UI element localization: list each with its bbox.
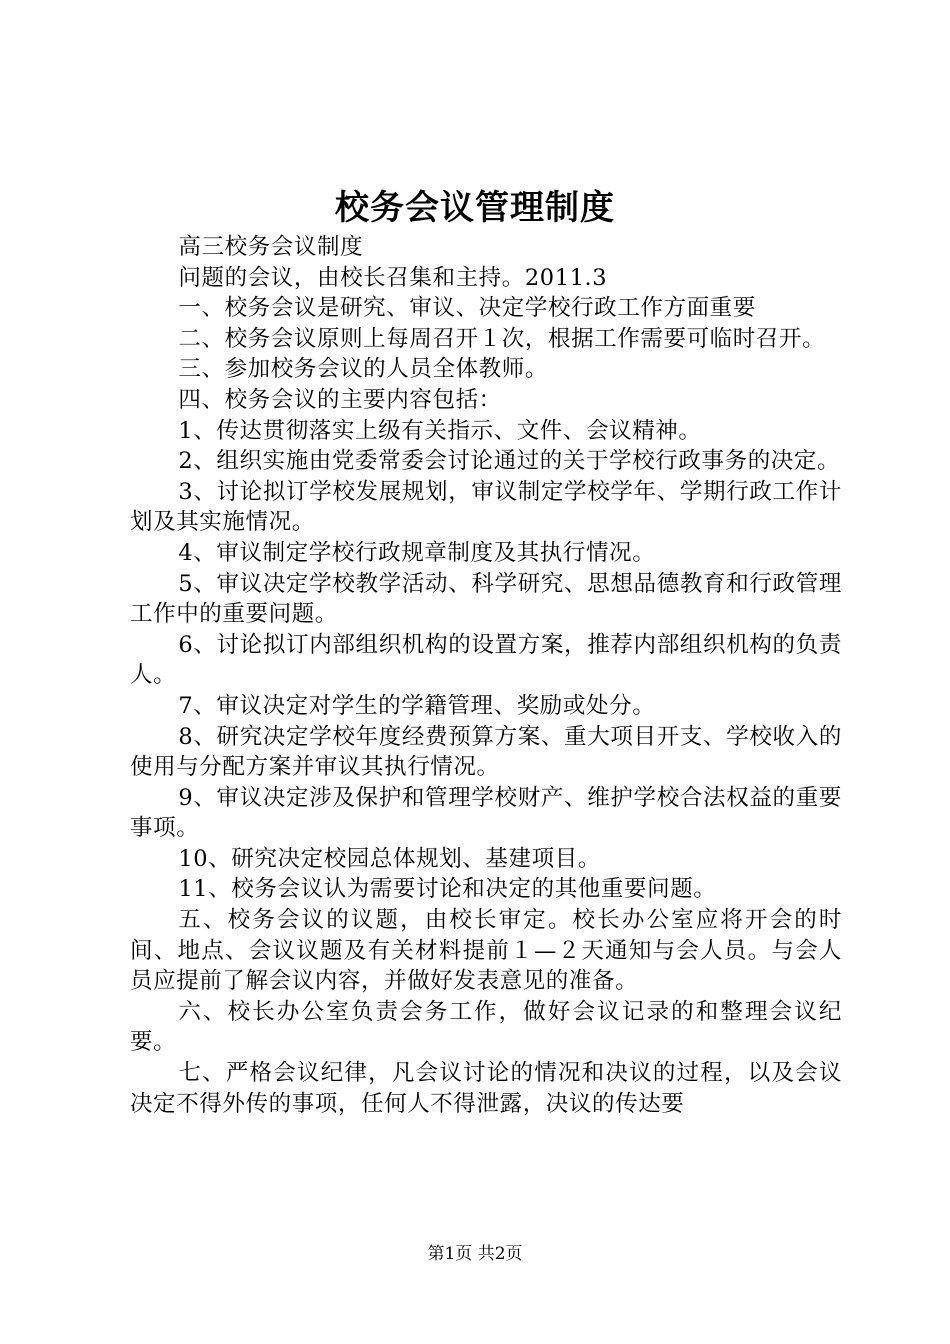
paragraph: 七、严格会议纪律，凡会议讨论的情况和决议的过程，以及会议决定不得外传的事项，任何人不得泄露，决议的传达要 — [130, 1060, 842, 1117]
paragraph: 8、研究决定学校年度经费预算方案、重大项目开支、学校收入的使用与分配方案并审议其执行情况。 — [130, 723, 842, 781]
paragraph: 高三校务会议制度 — [178, 234, 364, 260]
paragraph: 3、讨论拟订学校发展规划，审议制定学校学年、学期行政工作计划及其实施情况。 — [130, 478, 842, 536]
paragraph: 三、参加校务会议的人员全体教师。 — [178, 356, 548, 383]
paragraph: 11、校务会议认为需要讨论和决定的其他重要问题。 — [178, 876, 717, 903]
paragraph: 问题的会议，由校长召集和主持。2011.3 — [178, 264, 608, 291]
document-title: 校务会议管理制度 — [335, 188, 615, 228]
paragraph: 一、校务会议是研究、审议、决定学校行政工作方面重要 — [178, 295, 756, 322]
paragraph: 2、组织实施由党委常委会讨论通过的关于学校行政事务的决定。 — [178, 448, 841, 475]
paragraph: 4、审议制定学校行政规章制度及其执行情况。 — [178, 539, 656, 566]
paragraph: 5、审议决定学校教学活动、科学研究、思想品德教育和行政管理工作中的重要问题。 — [130, 570, 842, 628]
document-body — [130, 232, 842, 1119]
paragraph: 7、审议决定对学生的学籍管理、奖励或处分。 — [178, 692, 656, 719]
paragraph: 四、校务会议的主要内容包括： — [178, 386, 502, 413]
page-number-footer: 第1页 共2页 — [427, 1244, 523, 1264]
paragraph: 10、研究决定校园总体规划、基建项目。 — [178, 845, 601, 872]
paragraph: 二、校务会议原则上每周召开１次，根据工作需要可临时召开。 — [178, 325, 826, 352]
paragraph: 五、校务会议的议题，由校长审定。校长办公室应将开会的时间、地点、会议议题及有关材料提前１—２天通知与会人员。与会人员应提前了解会议内容，并做好发表意见的准备。 — [130, 907, 842, 995]
paragraph: 9、审议决定涉及保护和管理学校财产、维护学校合法权益的重要事项。 — [130, 784, 842, 842]
paragraph: 六、校长办公室负责会务工作，做好会议记录的和整理会议纪要。 — [130, 998, 842, 1056]
paragraph: 6、讨论拟订内部组织机构的设置方案，推荐内部组织机构的负责人。 — [130, 631, 842, 689]
paragraph: 1、传达贯彻落实上级有关指示、文件、会议精神。 — [178, 417, 702, 444]
